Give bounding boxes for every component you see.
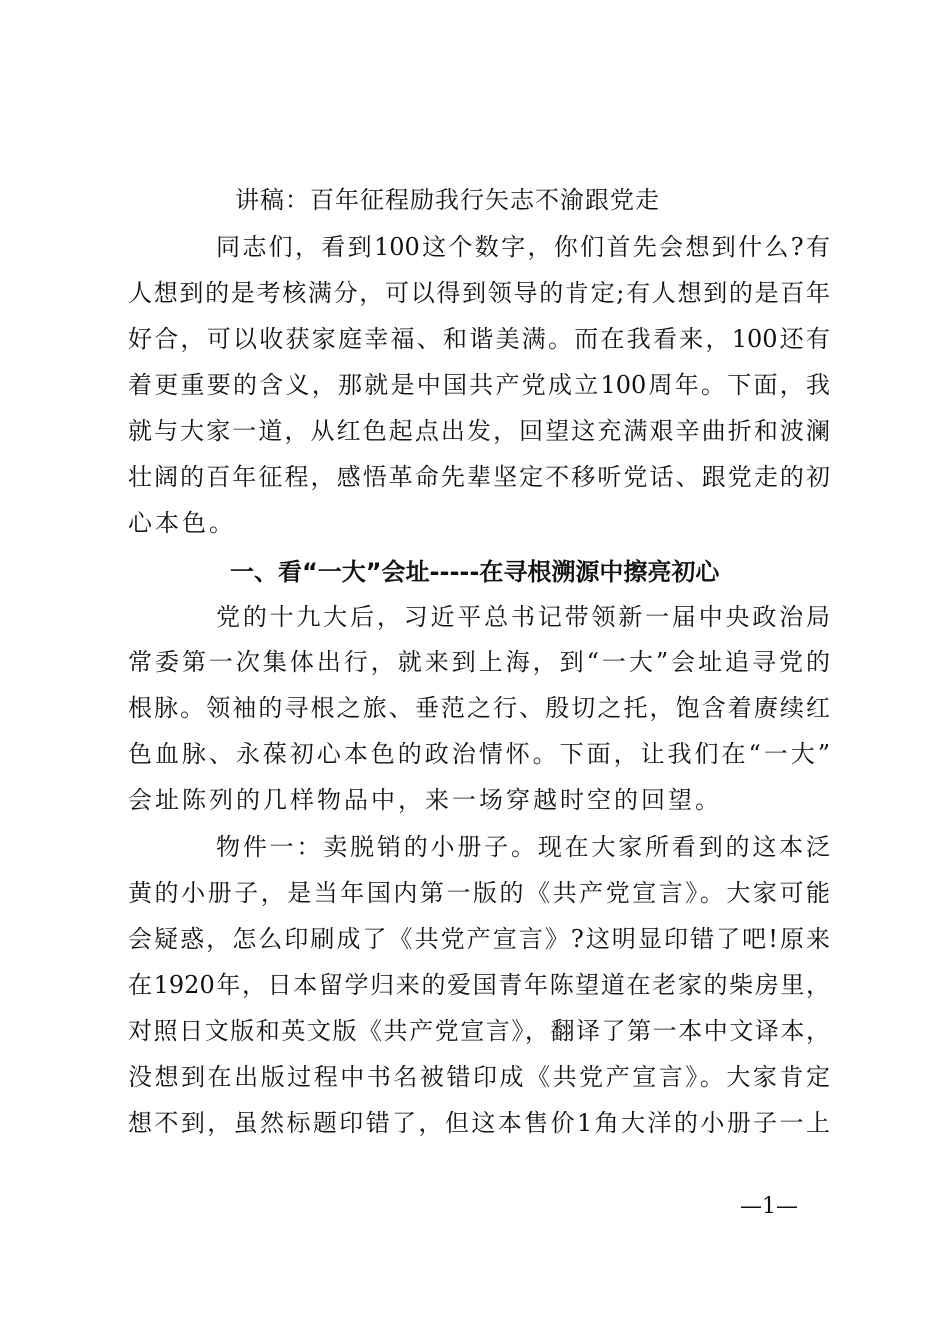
text-line: 想不到，虽然标题印错了，但这本售价1角大洋的小册子一上 — [128, 1109, 830, 1137]
text-line: 好合，可以收获家庭幸福、和谐美满。而在我看来，100还有 — [128, 325, 830, 353]
text-line: 物件一：卖脱销的小册子。现在大家所看到的这本泛 — [216, 833, 830, 861]
text-line: 人想到的是考核满分，可以得到领导的肯定;有人想到的是百年 — [128, 279, 830, 307]
text-line: 色血脉、永葆初心本色的政治情怀。下面，让我们在“一大” — [128, 740, 830, 768]
document-title: 讲稿：百年征程励我行矢志不渝跟党走 — [235, 186, 660, 214]
text-line: 壮阔的百年征程，感悟革命先辈坚定不移听党话、跟党走的初 — [128, 463, 830, 491]
text-line: 会疑惑，怎么印刷成了《共党产宣言》?这明显印错了吧!原来 — [128, 925, 830, 953]
text-line: 黄的小册子，是当年国内第一版的《共产党宣言》。大家可能 — [128, 879, 830, 907]
text-line: 着更重要的含义，那就是中国共产党成立100周年。下面，我 — [128, 371, 830, 399]
text-line: 在1920年，日本留学归来的爱国青年陈望道在老家的柴房里， — [128, 971, 830, 999]
text-line: 常委第一次集体出行，就来到上海，到“一大”会址追寻党的 — [128, 648, 830, 676]
text-line: 同志们，看到100这个数字，你们首先会想到什么?有 — [216, 233, 830, 261]
text-line: 会址陈列的几样物品中，来一场穿越时空的回望。 — [128, 786, 722, 814]
text-line: 党的十九大后，习近平总书记带领新一届中央政治局 — [216, 603, 830, 631]
text-line: 对照日文版和英文版《共产党宣言》，翻译了第一本中文译本， — [128, 1017, 830, 1045]
text-line: 没想到在出版过程中书名被错印成《共党产宣言》。大家肯定 — [128, 1063, 830, 1091]
text-line: 心本色。 — [128, 509, 236, 537]
page-number: —1— — [740, 1194, 798, 1219]
text-line: 根脉。领袖的寻根之旅、垂范之行、殷切之托，饱含着赓续红 — [128, 694, 830, 722]
text-line: 就与大家一道，从红色起点出发，回望这充满艰辛曲折和波澜 — [128, 417, 830, 445]
section-heading: 一、看“一大”会址-----在寻根溯源中擦亮初心 — [230, 558, 720, 586]
